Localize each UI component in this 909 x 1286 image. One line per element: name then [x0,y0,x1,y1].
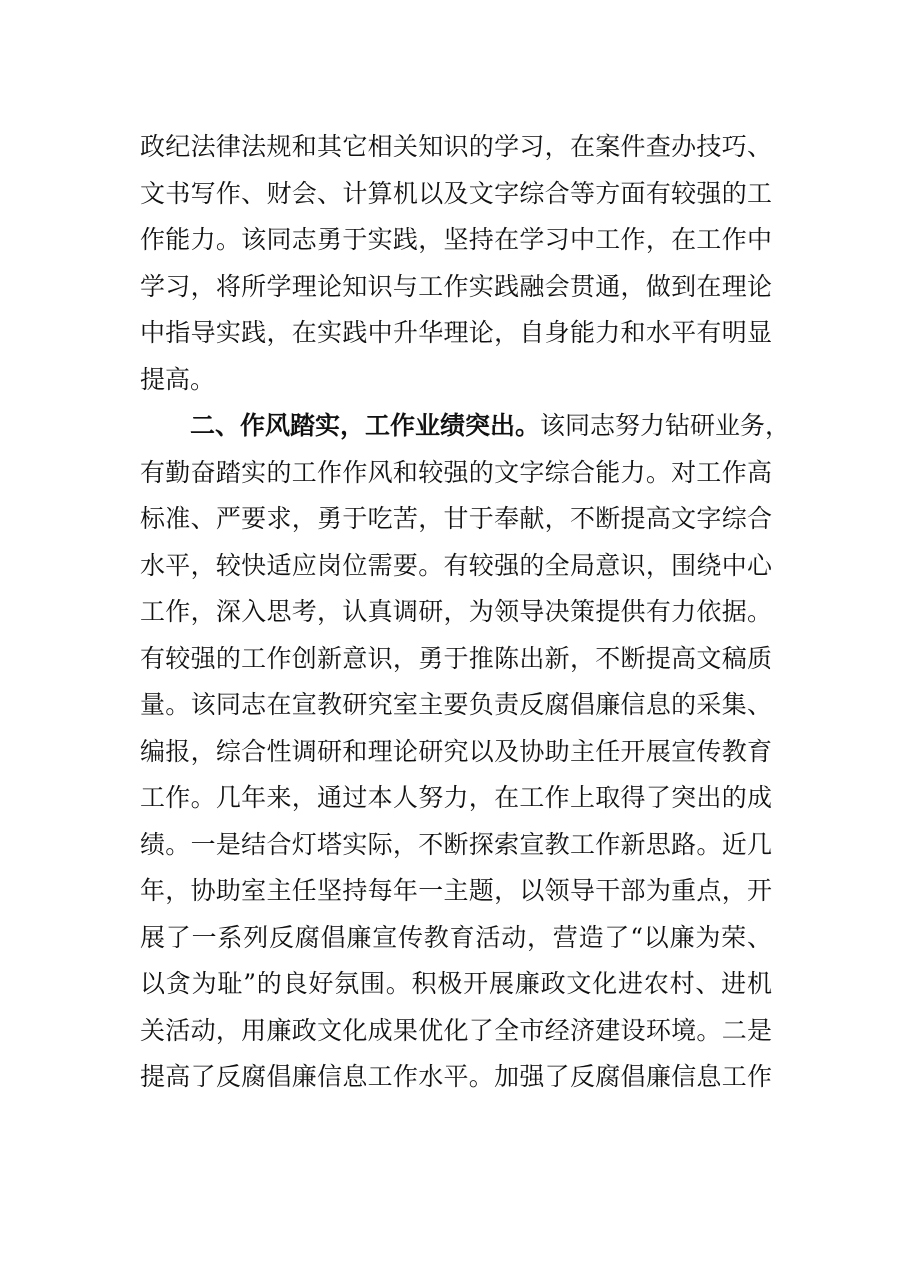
paragraph-2 [140,403,791,1101]
paragraph-1 [140,124,772,403]
paragraph-line: 编报，综合性调研和理论研究以及协助主任开展宣传教育 [140,736,772,766]
paragraph-line: 工作。几年来，通过本人努力，在工作上取得了突出的成 [140,783,772,812]
heading-line-text: 该同志努力钻研业务， [540,411,791,440]
paragraph-line: 提高。 [140,364,216,394]
paragraph-line: 文书写作、财会、计算机以及文字综合等方面有较强的工 [140,178,772,208]
paragraph-line: 作能力。该同志勇于实践，坚持在学习中工作，在工作中 [140,225,772,254]
paragraph-line: 关活动，用廉政文化成果优化了全市经济建设环境。二是 [140,1015,772,1045]
paragraph-first-line [140,403,791,450]
paragraph-line: 工作，深入思考，认真调研，为领导决策提供有力依据。 [140,597,772,626]
paragraph-line: 有较强的工作创新意识，勇于推陈出新，不断提高文稿质 [140,643,772,673]
paragraph-line: 量。该同志在宣教研究室主要负责反腐倡廉信息的采集、 [140,690,772,719]
paragraph-line: 有勤奋踏实的工作作风和较强的文字综合能力。对工作高 [140,457,772,487]
document-body [140,124,791,1101]
paragraph-line: 以贪为耻”的良好氛围。积极开展廉政文化进农村、进机 [140,969,772,998]
paragraph-line: 绩。一是结合灯塔实际，不断探索宣教工作新思路。近几 [140,829,772,859]
paragraph-line: 政纪法律法规和其它相关知识的学习，在案件查办技巧、 [140,132,772,161]
paragraph-line: 水平，较快适应岗位需要。有较强的全局意识，围绕中心 [140,550,772,580]
section-heading: 二、作风踏实，工作业绩突出。 [190,411,541,440]
paragraph-line: 提高了反腐倡廉信息工作水平。加强了反腐倡廉信息工作 [140,1062,772,1091]
paragraph-line: 年，协助室主任坚持每年一主题，以领导干部为重点，开 [140,876,772,905]
paragraph-line: 中指导实践，在实践中升华理论，自身能力和水平有明显 [140,318,772,347]
paragraph-line: 展了一系列反腐倡廉宣传教育活动，营造了“以廉为荣、 [140,922,772,952]
paragraph-line: 学习，将所学理论知识与工作实践融会贯通，做到在理论 [140,271,772,301]
paragraph-line: 标准、严要求，勇于吃苦，甘于奉献，不断提高文字综合 [140,504,772,533]
